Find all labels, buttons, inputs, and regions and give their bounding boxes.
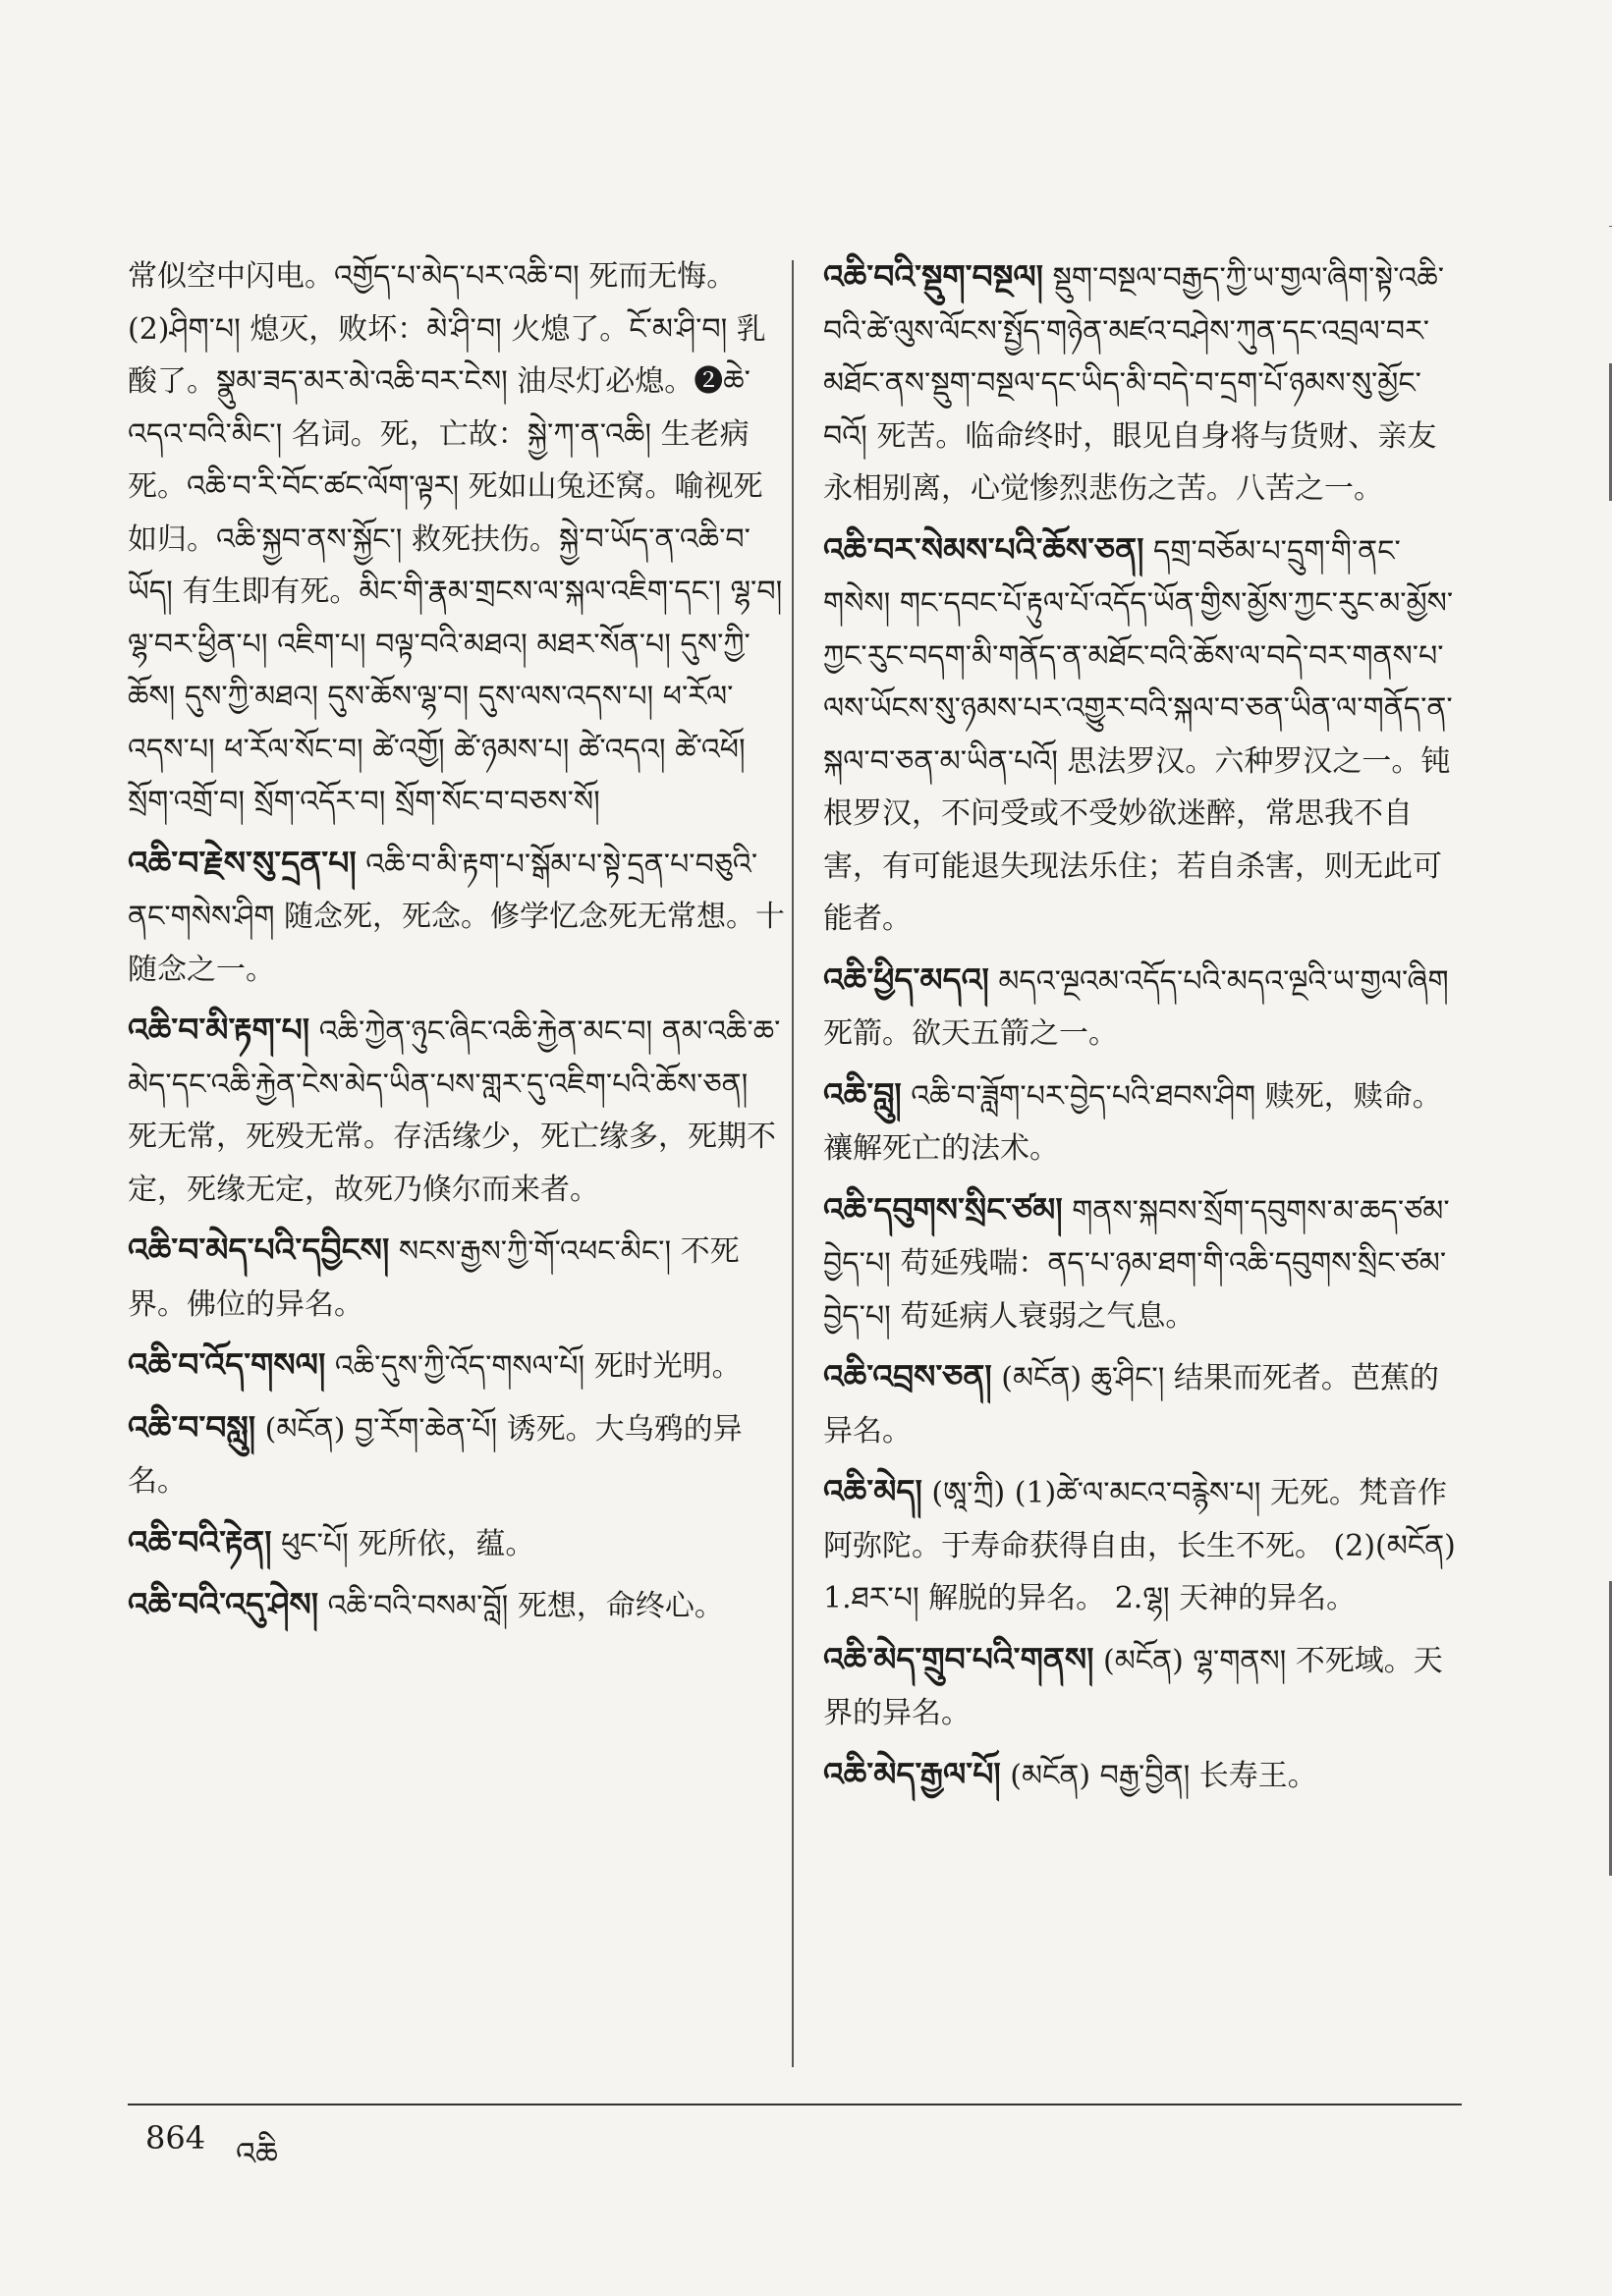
page-number: 864 — [145, 2119, 206, 2157]
entry-text: གནས་སྐབས་སྲོག་དབུགས་མ་ཆད་ཙམ་བྱེད་པ། 苟延残喘：ནད་པ་ཉམ་ཐག་གི་འཆི་དབུགས་སྲིང་ཙམ་བྱེད་པ། 苟延病人衰弱之气息。 — [823, 1193, 1450, 1334]
headword: འཆི་བའི་སྡུག་བསྔལ། — [823, 257, 1043, 296]
entry-text: ཕུང་པོ། 死所依，蕴。 — [281, 1526, 535, 1561]
column-divider — [792, 260, 794, 2067]
entry-text: (མངོན) ཆུ་ཤིང་། 结果而死者。芭蕉的异名。 — [823, 1361, 1439, 1449]
entry — [128, 1004, 786, 1216]
headword: འཆི་བ་མི་རྟག་པ། — [128, 1011, 310, 1049]
entry-text: དགྲ་བཅོམ་པ་དྲུག་གི་ནང་གསེས། གང་དབང་པོ་རྟུལ་པོ་འདོད་ཡོན་གྱིས་མྱོས་ཀྱང་རུང་མ་མྱོས་ཀྱང་རུང་བདག་མི་གནོད་ན་མཐོང་བའི་ཆོས་ལ་བདེ་བར་གནས་པ་ལས་ཡོངས་སུ་ཉམས་པར་འགྱུར་བའི་སྐལ་བ་ཅན་ཡིན་ལ་གནོད་ན་སྐལ་བ་ཅན་མ་ཡིན་པའོ། 思法罗汉。六种罗汉之一。钝根罗汉，不问受或不受妙欲迷醉，常思我不自害，有可能退失现法乐住；若自杀害，则无此可能者。 — [823, 533, 1454, 936]
entry-text: སངས་རྒྱས་ཀྱི་གོ་འཕང་མིང་། 不死界。佛位的异名。 — [128, 1234, 740, 1322]
headword: འཆི་ཕྱིད་མདའ། — [823, 959, 989, 999]
running-head: འཆི — [236, 2135, 278, 2172]
entry — [128, 1339, 786, 1394]
entry — [823, 1748, 1462, 1803]
headword: འཆི་བླུ། — [823, 1074, 902, 1114]
entry — [823, 250, 1462, 516]
entry-text: མདའ་ལྔའམ་འདོད་པའི་མདའ་ལྔའི་ཡ་གྱལ་ཞིག 死箭。欲天五箭之一。 — [823, 963, 1449, 1051]
headword: འཆི་བའི་རྟེན། — [128, 1522, 272, 1561]
entry-text: 常似空中闪电。འགྱོད་པ་མེད་པར་འཆི་བ། 死而无悔。 (2)ཤིག་པ། 熄灭，败坏：མེ་ཤི་བ། 火熄了。ངོ་མ་ཤི་བ། 乳酸了。སྣུམ་ཟད་མར་མེ་འཆི་བར་ངེས། 油尽灯必熄。❷ཆེ་འདའ་བའི་མིང་། 名词。死，亡故：སྐྱེ་ཀ་ན་འཆི། 生老病死。འཆི་བ་རི་བོང་ཚང་ལོག་ལྟར། 死如山兔还窝。喻视死如归。འཆི་སྐྱབ་ནས་སྐྱོང་། 救死扶伤。སྐྱེ་བ་ཡོད་ན་འཆི་བ་ཡོད། 有生即有死。མིང་གི་རྣམ་གྲངས་ལ་སྐལ་འཇིག་དང་། ལྷ་བ། ལྷ་བར་ཕྱིན་པ། འཇིག་པ། བལྟ་བའི་མཐའ། མཐར་སོན་པ། དུས་ཀྱི་ཆོས། དུས་ཀྱི་མཐའ། དུས་ཆོས་ལྷ་བ། དུས་ལས་འདས་པ། ཕ་རོལ་འདས་པ། ཕ་རོལ་སོང་བ། ཚེ་འགྱོ། ཚེ་ཉམས་པ། ཚེ་འདའ། ཚེ་འཕོ། སྲོག་འགྲོ་བ། སྲོག་འདོར་བ། སྲོག་སོང་བ་བཅས་སོ། — [128, 259, 783, 819]
left-column — [128, 250, 786, 1641]
headword: འཆི་མེད་གྲུབ་པའི་གནས། — [823, 1639, 1094, 1678]
entry — [823, 1465, 1462, 1625]
headword: འཆི་བ་བསླུ། — [128, 1407, 256, 1447]
entry-text: འཆི་བའི་བསམ་བློ། 死想，命终心。 — [327, 1589, 724, 1623]
entry-text: འཆི་དུས་ཀྱི་འོད་གསལ་པོ། 死时光明。 — [334, 1349, 742, 1384]
headword: འཆི་བའི་འདུ་ཤེས། — [128, 1585, 319, 1623]
entry-text: (ཨཱ་ཀྲི) (1)ཚེ་ལ་མངའ་བརྙེས་པ། 无死。梵音作阿弥陀。于寿命获得自由，长生不死。 (2)(མངོན) 1.ཐར་པ། 解脱的异名。 2.ལྷ། 天神的异名。 — [823, 1476, 1456, 1615]
entry-text: འཆི་ཀྱེན་ཉུང་ཞིང་འཆི་རྐྱེན་མང་བ། ནམ་འཆི་ཆ་མེད་དང་འཆི་རྐྱེན་ངེས་མེད་ཡིན་པས་གླར་དུ་འཇིག་པའི་ཆོས་ཅན། 死无常，死殁无常。存活缘少，死亡缘多，死期不定，死缘无定，故死乃倏尔而来者。 — [128, 1014, 781, 1207]
entry — [823, 1183, 1462, 1343]
entry — [128, 1401, 786, 1508]
entry — [823, 523, 1462, 946]
entry — [128, 1224, 786, 1331]
entry-text: འཆི་བ་ཟློག་པར་བྱེད་པའི་ཐབས་ཤིག 赎死，赎命。禳解死亡的法术。 — [823, 1078, 1442, 1166]
entry-text: (མངོན) ལྷ་གནས། 不死域。天界的异名。 — [823, 1643, 1443, 1730]
entry — [823, 1068, 1462, 1175]
right-column — [823, 250, 1462, 1810]
headword: འཆི་མེད། — [823, 1472, 922, 1510]
entry — [823, 1633, 1462, 1740]
headword: འཆི་འབྲས་ཅན། — [823, 1357, 992, 1395]
entry-continued — [128, 250, 786, 829]
headword: འཆི་བ་མེད་པའི་དབྱིངས། — [128, 1230, 390, 1269]
entry-text: (མངོན) བྱ་རོག་ཆེན་པོ། 诱死。大乌鸦的异名。 — [128, 1411, 743, 1499]
headword: འཆི་བར་སེམས་པའི་ཆོས་ཅན། — [823, 529, 1144, 569]
entry — [128, 837, 786, 997]
entry — [823, 1350, 1462, 1457]
headword: འཆི་བ་འོད་གསལ། — [128, 1345, 326, 1384]
footer-rule — [128, 2104, 1462, 2105]
entry — [128, 1578, 786, 1633]
entry-text: འཆི་བ་མི་རྟག་པ་སྒོམ་པ་སྟེ་དྲན་པ་བཅུའི་ནང་གསེས་ཤིག 随念死，死念。修学忆念死无常想。十随念之一。 — [128, 847, 786, 987]
headword: འཆི་དབུགས་སྲིང་ཙམ། — [823, 1189, 1063, 1229]
entry — [128, 1516, 786, 1571]
entry — [823, 954, 1462, 1061]
entry-text: (མངོན) བརྒྱ་བྱིན། 长寿王。 — [1010, 1758, 1317, 1793]
headword: འཆི་བ་རྗེས་སུ་དྲན་པ། — [128, 843, 357, 882]
entry-text: སྡུག་བསྔལ་བརྒྱད་ཀྱི་ཡ་གྱལ་ཞིག་སྟེ་འཆི་བའི་ཚེ་ལུས་ལོངས་སྤྱོད་གཉེན་མཛའ་བཤེས་ཀུན་དང་འབྲལ་བར་མཐོང་ནས་སྡུག་བསྔལ་དང་ཡིད་མི་བདེ་བ་དྲག་པོ་ཉམས་སུ་མྱོང་བའོ། 死苦。临命终时，眼见自身将与货财、亲友永相别离，心觉惨烈悲伤之苦。八苦之一。 — [823, 261, 1445, 506]
headword: འཆི་མེད་རྒྱལ་པོ། — [823, 1754, 1001, 1793]
